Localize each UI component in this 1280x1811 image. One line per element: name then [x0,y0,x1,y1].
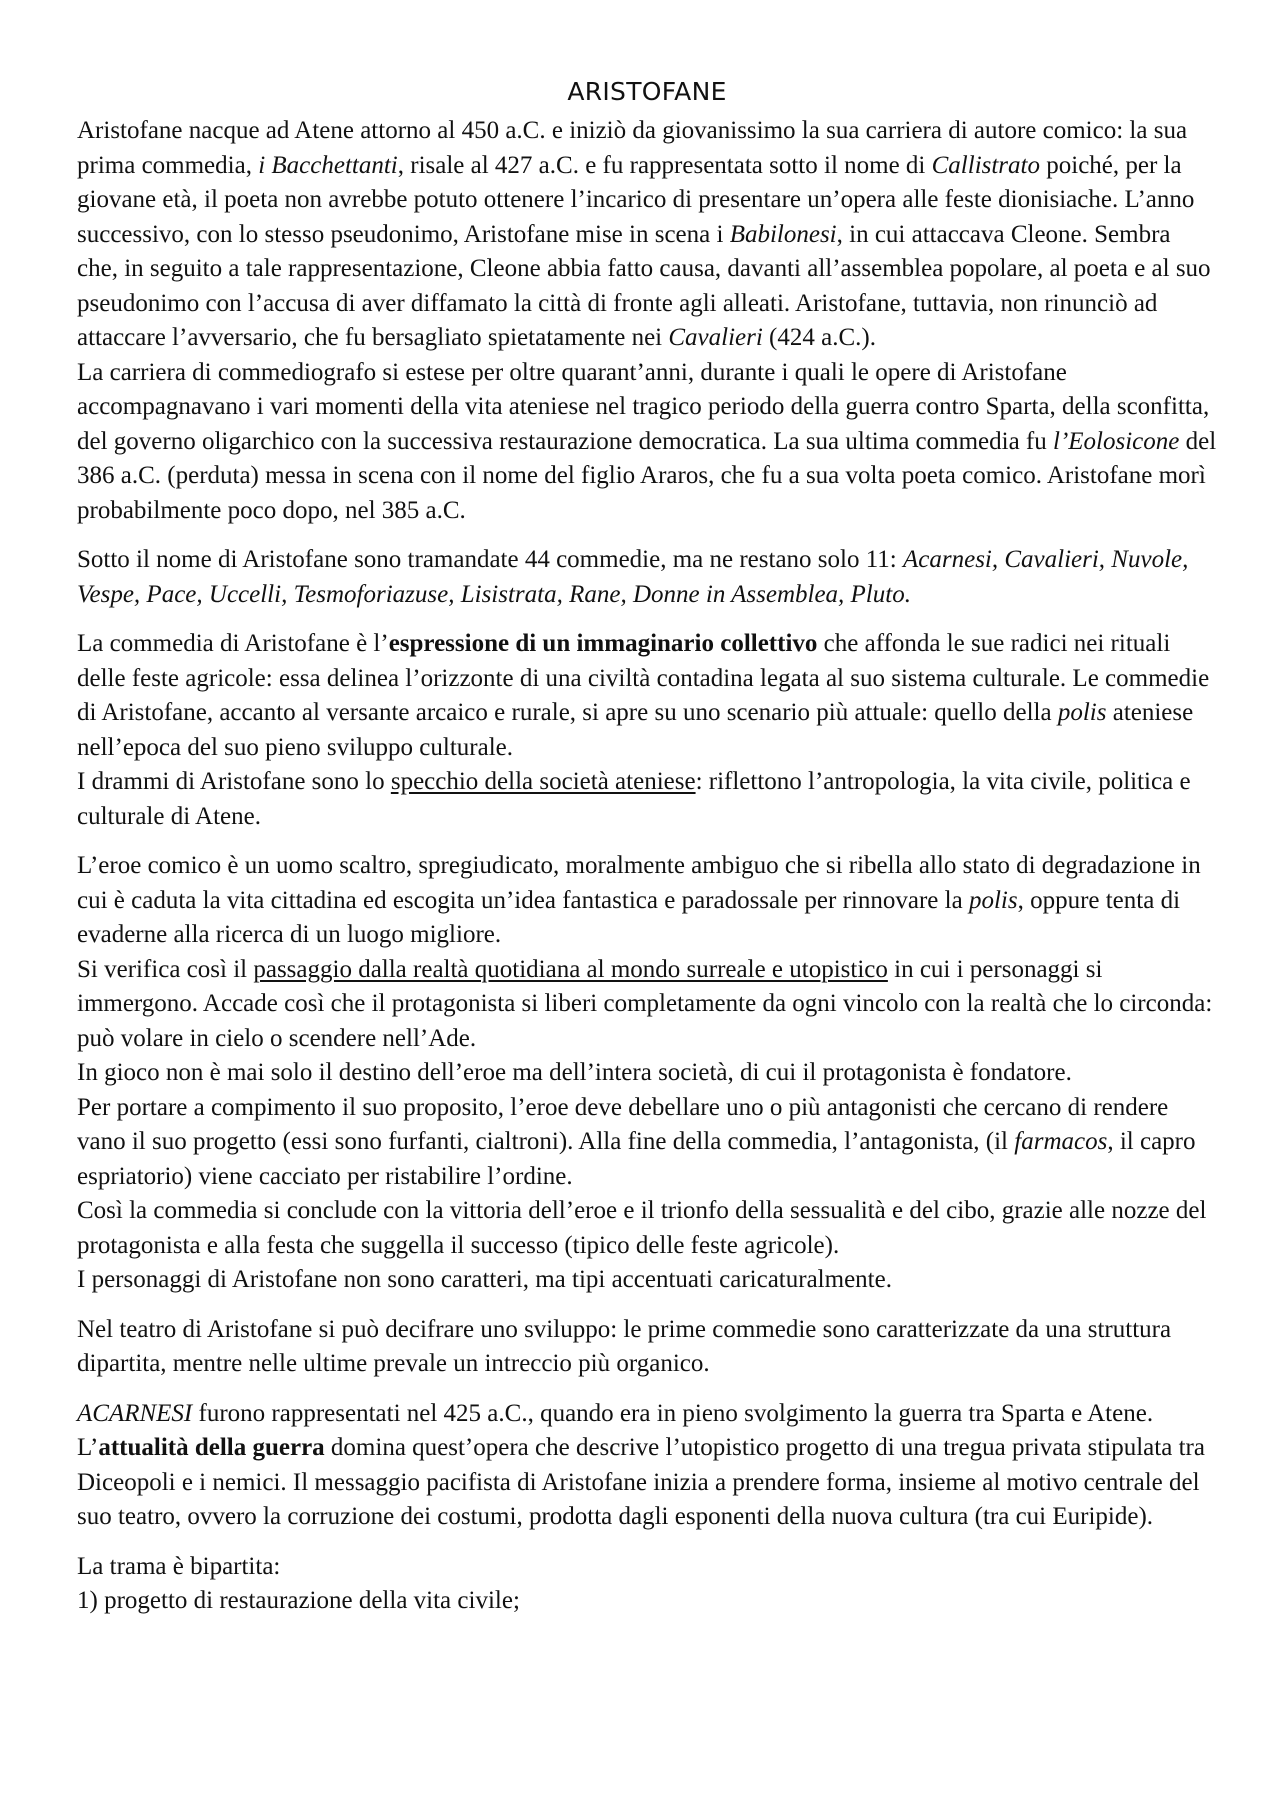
paragraph-comic-hero [77,849,1217,953]
italic-text: polis [1057,699,1107,726]
italic-text: Callistrato [931,151,1040,179]
italic-text: Babilonesi [729,220,837,248]
underlined-text: passaggio dalla realtà quotidiana al mondo surreale e utopistico [253,955,888,983]
paragraph-biography [77,114,1217,356]
text: (424 a.C.). [762,324,876,351]
text: La carriera di commediografo si estese per oltre quarant’anni, durante i quali le opere di Aristofane accompagnavano i vari momenti della vita ateniese nel tragico periodo della guerra contro Sparta, della sconfitta, del governo oligarchico con la successiva restaurazione democratica. La sua ultima commedia fu [77,358,1210,455]
paragraph-surreal-passage [77,953,1217,1057]
italic-text: Cavalieri [668,324,763,351]
text: , in cui attaccava Cleone. Sembra che, in seguito a tale rappresentazione, Cleone abbia fatto causa, davanti all’assemblea popolare, al poeta e al suo pseudonimo con l’accusa di aver diffamato la città di fronte agli alleati. Aristofane, tuttavia, non rinunciò ad attaccare l’avversario, che fu bersagliato spietatamente nei [77,220,1211,351]
paragraph-society-fate: In gioco non è mai solo il destino dell’eroe ma dell’intera società, di cui il protagonista è fondatore. [77,1059,1072,1086]
text: poiché, per la giovane età, il poeta non avrebbe potuto ottenere l’incarico di presentare un’opera alle feste dionisiache. L’anno successivo, con lo stesso pseudonimo, Aristofane mise in scena i [77,151,1195,248]
paragraph-plot-intro: La trama è bipartita: [77,1552,281,1580]
document-title: ARISTOFANE [567,77,727,106]
paragraph-antagonist [77,1091,1217,1195]
text: , il capro espriatorio) viene cacciato per ristabilire l’ordine. [77,1128,1196,1190]
paragraph-collective-imagination [77,627,1217,765]
text: del 386 a.C. (perduta) messa in scena con il nome del figlio Araros, che fu a sua volta poeta comico. Aristofane morì probabilmente poco dopo, nel 385 a.C. [77,427,1217,524]
text: , risale al 427 a.C. e fu rappresentata sotto il nome di [397,151,932,179]
text: , oppure tenta di evaderne alla ricerca di un luogo migliore. [77,886,1181,948]
italic-text: ACARNESI [77,1399,193,1427]
italic-text: farmacos [1014,1128,1108,1155]
text: La commedia di Aristofane è l’ [77,630,389,657]
text: che affonda le sue radici nei rituali delle feste agricole: essa delinea l’orizzonte di una civiltà contadina legata al suo sistema culturale. Le commedie di Aristofane, accanto al versante arcaico e rurale, si apre su uno scenario più attuale: quello della [77,630,1210,726]
italic-text: i Bacchettanti [258,151,398,179]
paragraph-conclusion: Così la commedia si conclude con la vittoria dell’eroe e il trionfo della sessualità e del cibo, grazie alle nozze del protagonista e alla festa che suggella il successo (tipico delle feste agricole). [77,1197,1207,1259]
text: Per portare a compimento il suo proposito, l’eroe deve debellare uno o più antagonisti che cercano di rendere vano il suo progetto (essi sono furfanti, cialtroni). Alla fine della commedia, l’antagonista, (il [77,1093,1169,1155]
text: furono rappresentati nel 425 a.C., quando era in pieno svolgimento la guerra tra Sparta e Atene. L’ [77,1399,1154,1461]
text: domina quest’opera che descrive l’utopistico progetto di una tregua privata stipulata tra Diceopoli e i nemici. Il messaggio pacifista di Aristofane inizia a prendere forma, insieme al motivo centrale del suo teatro, ovvero la corruzione dei costumi, prodotta dagli esponenti della nuova cultura (tra cui Euripide). [77,1434,1205,1530]
paragraph-plot-item-1: 1) progetto di restaurazione della vita civile; [77,1587,520,1614]
text: in cui i personaggi si immergono. Accade così che il protagonista si liberi completamente da ogni vincolo con la realtà che lo circonda: può volare in cielo o scendere nell’Ade. [77,955,1213,1052]
paragraph-career [77,356,1217,529]
text: Si verifica così il [77,955,254,983]
italic-text: Acarnesi, Cavalieri, Nuvole, Vespe, Pace, Uccelli, Tesmoforiazuse, Lisistrata, Rane, Donne in Assemblea, Pluto. [77,546,1189,608]
paragraph-characters: I personaggi di Aristofane non sono caratteri, ma tipi accentuati caricaturalmente. [77,1266,892,1293]
text: ateniese nell’epoca del suo pieno sviluppo culturale. [77,699,1194,761]
bold-text: espressione di un immaginario collettivo [388,630,818,657]
text: L’eroe comico è un uomo scaltro, spregiudicato, moralmente ambiguo che si ribella allo stato di degradazione in cui è caduta la vita cittadina ed escogita un’idea fantastica e paradossale per rinnovare la [77,852,1201,914]
paragraph-acarnesi [77,1397,1217,1535]
paragraph-mirror-of-society [77,765,1217,834]
text: Sotto il nome di Aristofane sono tramandate 44 commedie, ma ne restano solo 11: [77,546,903,573]
italic-text: l’Eolosicone [1053,427,1180,455]
text: I drammi di Aristofane sono lo [77,768,391,795]
bold-text: attualità della guerra [98,1434,325,1461]
document-page [77,72,1217,1619]
text: : riflettono l’antropologia, la vita civile, politica e culturale di Atene. [77,768,1191,830]
paragraph-development: Nel teatro di Aristofane si può decifrare uno sviluppo: le prime commedie sono caratterizzate da una struttura dipartita, mentre nelle ultime prevale un intreccio più organico. [77,1315,1172,1377]
paragraph-comedies-list [77,543,1217,612]
italic-text: polis [968,886,1018,914]
text: Aristofane nacque ad Atene attorno al 450 a.C. e iniziò da giovanissimo la sua carriera di autore comico: la sua prima commedia, [77,117,1188,179]
underlined-text: specchio della società ateniese [390,768,696,795]
